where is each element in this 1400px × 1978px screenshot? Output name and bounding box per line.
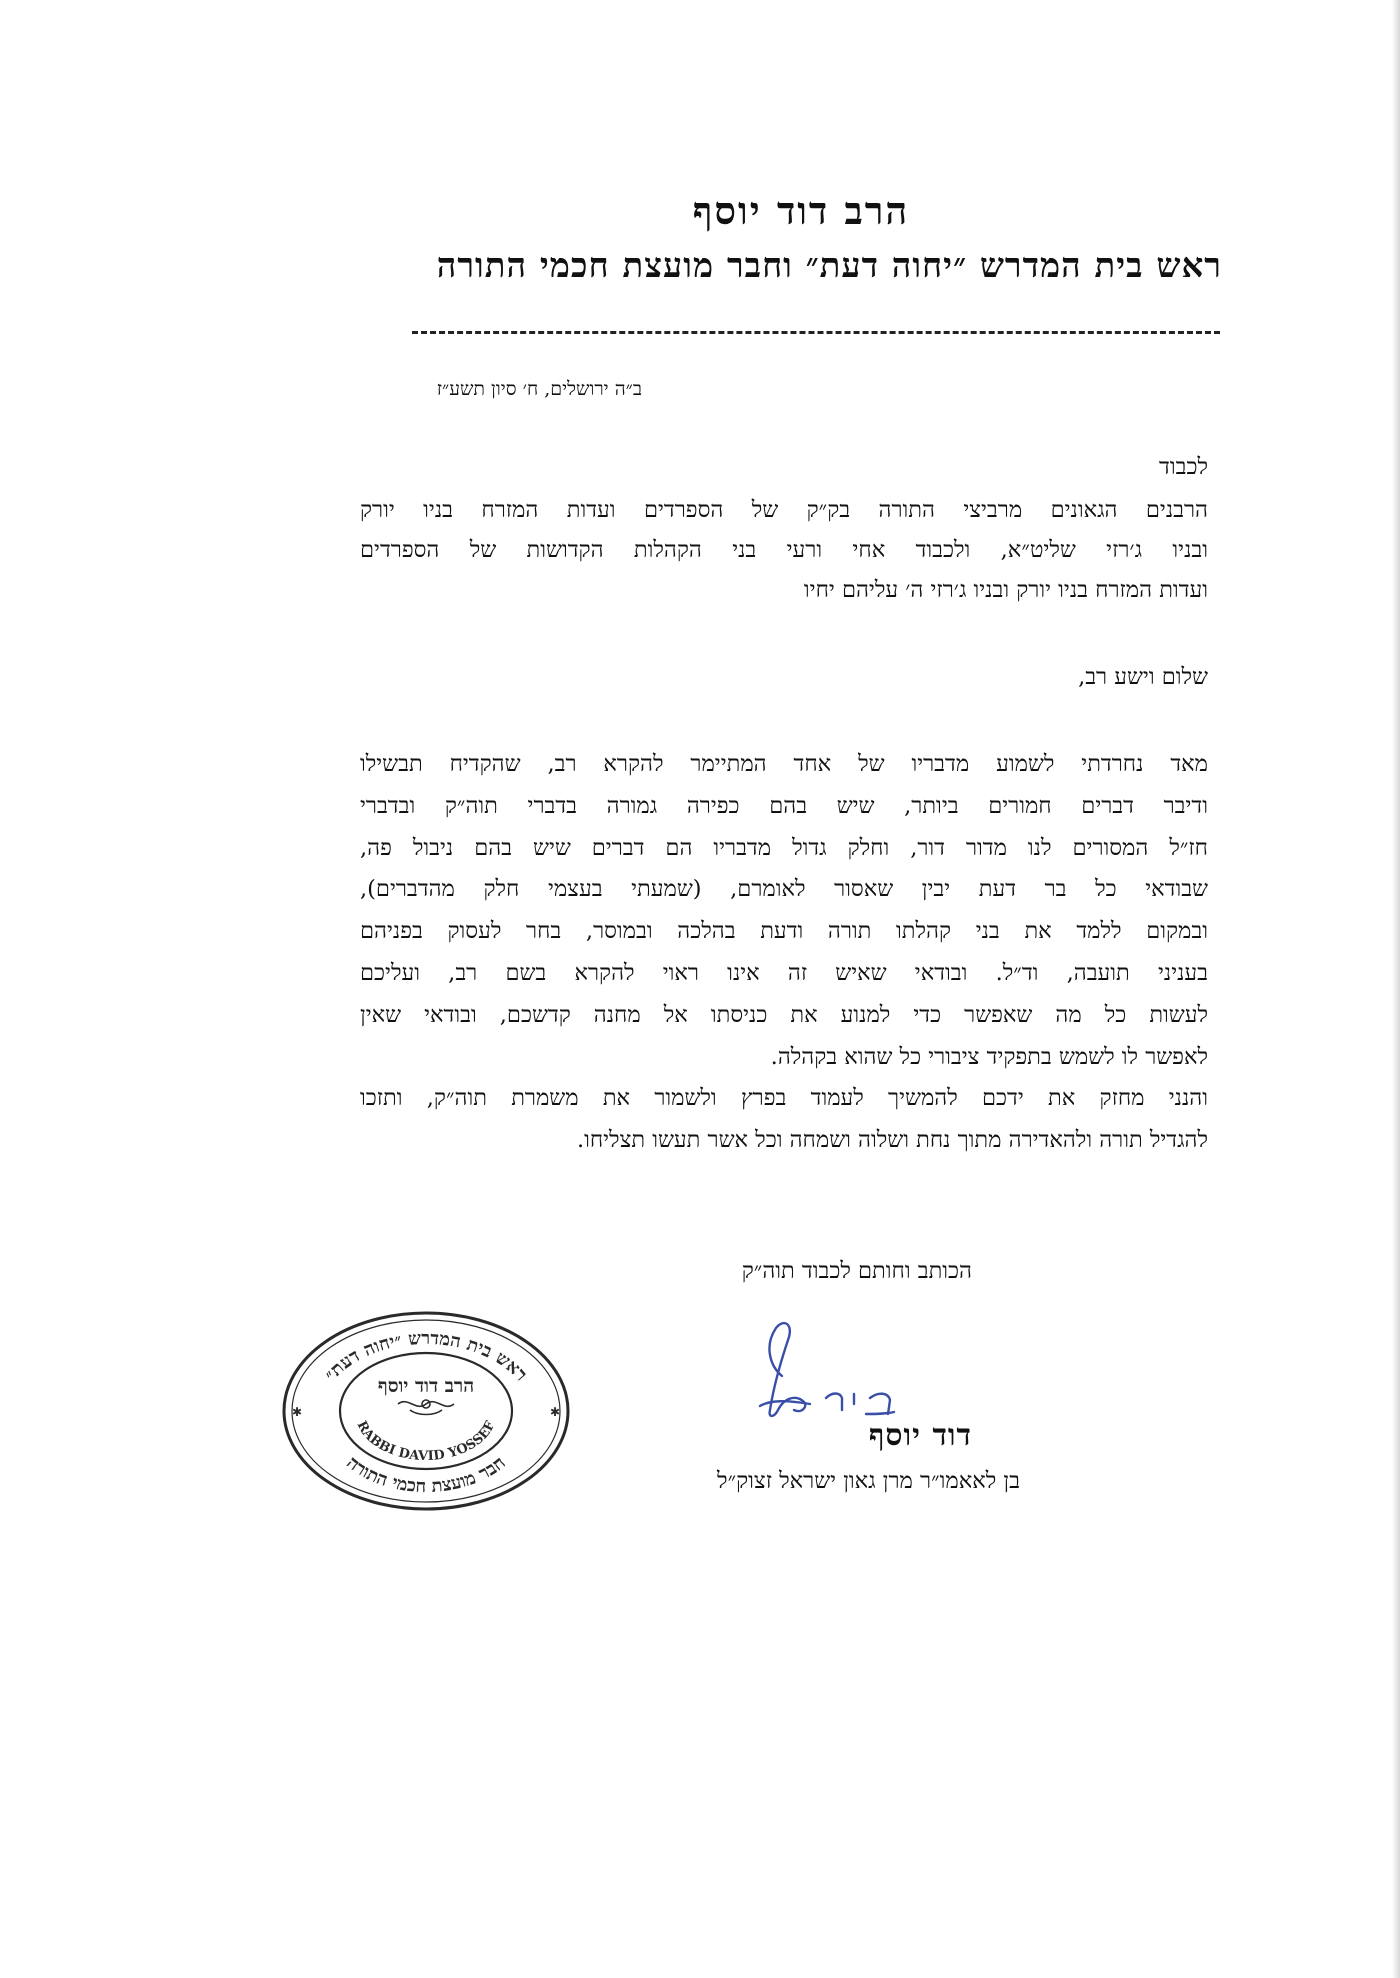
body-line: בעניני תועבה, וד״ל. ובודאי שאיש זה אינו ראוי להקרא בשם רב, ועליכם xyxy=(360,959,1208,986)
letterhead-divider xyxy=(412,331,1220,334)
body-line: ובמקום ללמד את בני קהלתו תורה ודעת בהלכה ובמוסר, בחר לעסוק בפניהם xyxy=(360,918,1208,945)
letterhead-title: ראש בית המדרש ״יחוה דעת״ וחבר מועצת חכמי התורה xyxy=(436,246,1222,286)
scan-edge-shadow xyxy=(1392,0,1400,1978)
addressee-line: ובניו ג׳רזי שליט״א, ולכבוד אחי ורעי בני הקהלות הקדושות של הספרדים xyxy=(360,537,1208,563)
seal-outer-top-text: ראש בית המדרש ״יחוה דעת״ xyxy=(320,1327,532,1386)
addressee-block xyxy=(360,490,1208,610)
seal-outer-bottom-text: חבר מועצת חכמי התורה xyxy=(342,1452,510,1498)
body-line: מאד נחרדתי לשמוע מדבריו של אחד המתיימר להקרא רב, שהקדיח תבשילו xyxy=(360,751,1208,777)
body-line: שבודאי כל בר דעת יבין שאסור לאומרם, (שמעתי בעצמי חלק מהדברים), xyxy=(360,876,1208,903)
seal-inner-name: הרב דוד יוסף xyxy=(377,1375,475,1397)
greeting: שלום וישע רב, xyxy=(1078,664,1208,690)
svg-text:✱: ✱ xyxy=(550,1405,561,1419)
body-line: והנני מחזק את ידכם להמשיך לעמוד בפרץ ולשמור את משמרת תוה״ק, ותזכו xyxy=(360,1085,1208,1112)
seal-ornament-icon xyxy=(398,1400,454,1415)
rabbinical-seal xyxy=(276,1306,576,1516)
addressee-line: ועדות המזרח בניו יורק ובניו ג׳רזי ה׳ עליהם יחיו xyxy=(803,577,1208,603)
date-line: ב״ה ירושלים, ח׳ סיון תשע״ז xyxy=(436,378,642,400)
salutation: לכבוד xyxy=(1159,454,1208,480)
seal-latin-name: RABBI DAVID YOSSEF xyxy=(353,1418,499,1465)
body-line: לאפשר לו לשמש בתפקיד ציבורי כל שהוא בקהלה. xyxy=(770,1043,1208,1070)
letterhead-name: הרב דוד יוסף xyxy=(692,188,910,233)
handwritten-signature xyxy=(730,1306,920,1436)
addressee-line: הרבנים הגאונים מרביצי התורה בק״ק של הספרדים ועדות המזרח בניו יורק xyxy=(360,497,1208,523)
svg-text:✱: ✱ xyxy=(292,1405,303,1419)
body-line: לעשות כל מה שאפשר כדי למנוע את כניסתו אל מחנה קדשכם, ובודאי שאין xyxy=(360,1001,1208,1028)
body-line: להגדיל תורה ולהאדירה מתוך נחת ושלוה ושמחה וכל אשר תעשו תצליחו. xyxy=(576,1127,1208,1154)
letter-body xyxy=(360,744,1208,1162)
signer-lineage: בן לאאמו״ר מרן גאון ישראל זצוק״ל xyxy=(717,1468,1020,1494)
signer-name: דוד יוסף xyxy=(868,1418,972,1453)
body-line: ודיבר דברים חמורים ביותר, שיש בהם כפירה גמורה בדברי תוה״ק ובדברי xyxy=(360,792,1208,819)
closing-line: הכותב וחותם לכבוד תוה״ק xyxy=(741,1258,972,1284)
body-line: חז״ל המסורים לנו מדור דור, וחלק גדול מדבריו הם דברים שיש בהם ניבול פה, xyxy=(360,834,1208,861)
